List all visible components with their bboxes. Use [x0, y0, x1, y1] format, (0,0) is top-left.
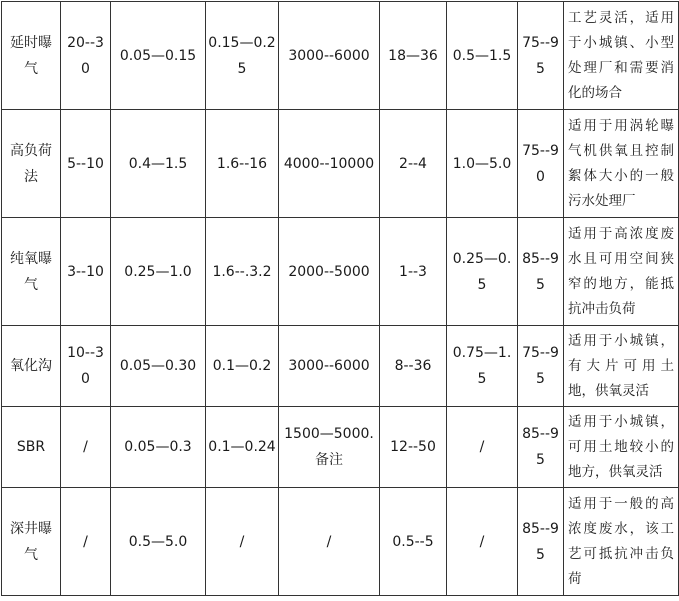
table-cell: 3000--6000	[279, 326, 380, 407]
table-cell: 5--10	[61, 110, 111, 218]
process-name-cell: 深井曝气	[2, 488, 61, 596]
table-cell: 0.25—1.0	[111, 218, 206, 326]
table-cell: 75--95	[518, 326, 564, 407]
table-cell: 3--10	[61, 218, 111, 326]
table-cell: 4000--10000	[279, 110, 380, 218]
table-cell: 1--3	[380, 218, 447, 326]
note-cell: 适用于小城镇，可用土地较小的地方，供氧灵活	[564, 407, 679, 488]
table-cell: /	[279, 488, 380, 596]
table-cell: 0.1—0.2	[206, 326, 279, 407]
table-cell: /	[447, 407, 518, 488]
table-cell: 0.05—0.3	[111, 407, 206, 488]
table-cell: /	[447, 488, 518, 596]
process-name-cell: 延时曝气	[2, 2, 61, 110]
table-cell: 20--30	[61, 2, 111, 110]
table-cell: 2--4	[380, 110, 447, 218]
table-row	[2, 2, 679, 110]
table-row	[2, 218, 679, 326]
table-row	[2, 488, 679, 596]
table-cell: 0.5—5.0	[111, 488, 206, 596]
table-cell: 0.25—0.5	[447, 218, 518, 326]
table-cell: 85--95	[518, 407, 564, 488]
table-cell: 2000--5000	[279, 218, 380, 326]
process-name-cell: SBR	[2, 407, 61, 488]
table-cell: 0.05—0.30	[111, 326, 206, 407]
table-cell: 12--50	[380, 407, 447, 488]
process-name-cell: 氧化沟	[2, 326, 61, 407]
note-cell: 工艺灵活，适用于小城镇、小型处理厂和需要消化的场合	[564, 2, 679, 110]
table-cell: 1.6--16	[206, 110, 279, 218]
table-cell: 85--95	[518, 488, 564, 596]
process-name-cell: 高负荷法	[2, 110, 61, 218]
table-cell: /	[61, 407, 111, 488]
table-cell: 0.4—1.5	[111, 110, 206, 218]
note-cell: 适用于小城镇，有大片可用土地，供氧灵活	[564, 326, 679, 407]
table-cell: 0.75—1.5	[447, 326, 518, 407]
table-row	[2, 407, 679, 488]
table-cell: 0.05—0.15	[111, 2, 206, 110]
table-row	[2, 110, 679, 218]
table-cell: 10--30	[61, 326, 111, 407]
table-cell: 0.5—1.5	[447, 2, 518, 110]
table-cell: /	[61, 488, 111, 596]
table-cell: 18—36	[380, 2, 447, 110]
note-cell: 适用于一般的高浓度废水，该工艺可抵抗冲击负荷	[564, 488, 679, 596]
note-cell: 适用于高浓度废水且可用空间狭窄的地方，能抵抗冲击负荷	[564, 218, 679, 326]
table-cell: 0.15—0.25	[206, 2, 279, 110]
table-cell: 3000--6000	[279, 2, 380, 110]
table-cell: /	[206, 488, 279, 596]
process-name-cell: 纯氧曝气	[2, 218, 61, 326]
table-cell: 0.5--5	[380, 488, 447, 596]
table-cell: 1.0—5.0	[447, 110, 518, 218]
note-cell: 适用于用涡轮曝气机供氧且控制絮体大小的一般污水处理厂	[564, 110, 679, 218]
table-cell: 1500—5000.备注	[279, 407, 380, 488]
table-cell: 1.6--.3.2	[206, 218, 279, 326]
table-cell: 75--95	[518, 2, 564, 110]
table-row	[2, 326, 679, 407]
table-cell: 8--36	[380, 326, 447, 407]
table-cell: 85--95	[518, 218, 564, 326]
process-parameter-table	[1, 1, 679, 596]
table-cell: 0.1—0.24	[206, 407, 279, 488]
table-cell: 75--90	[518, 110, 564, 218]
